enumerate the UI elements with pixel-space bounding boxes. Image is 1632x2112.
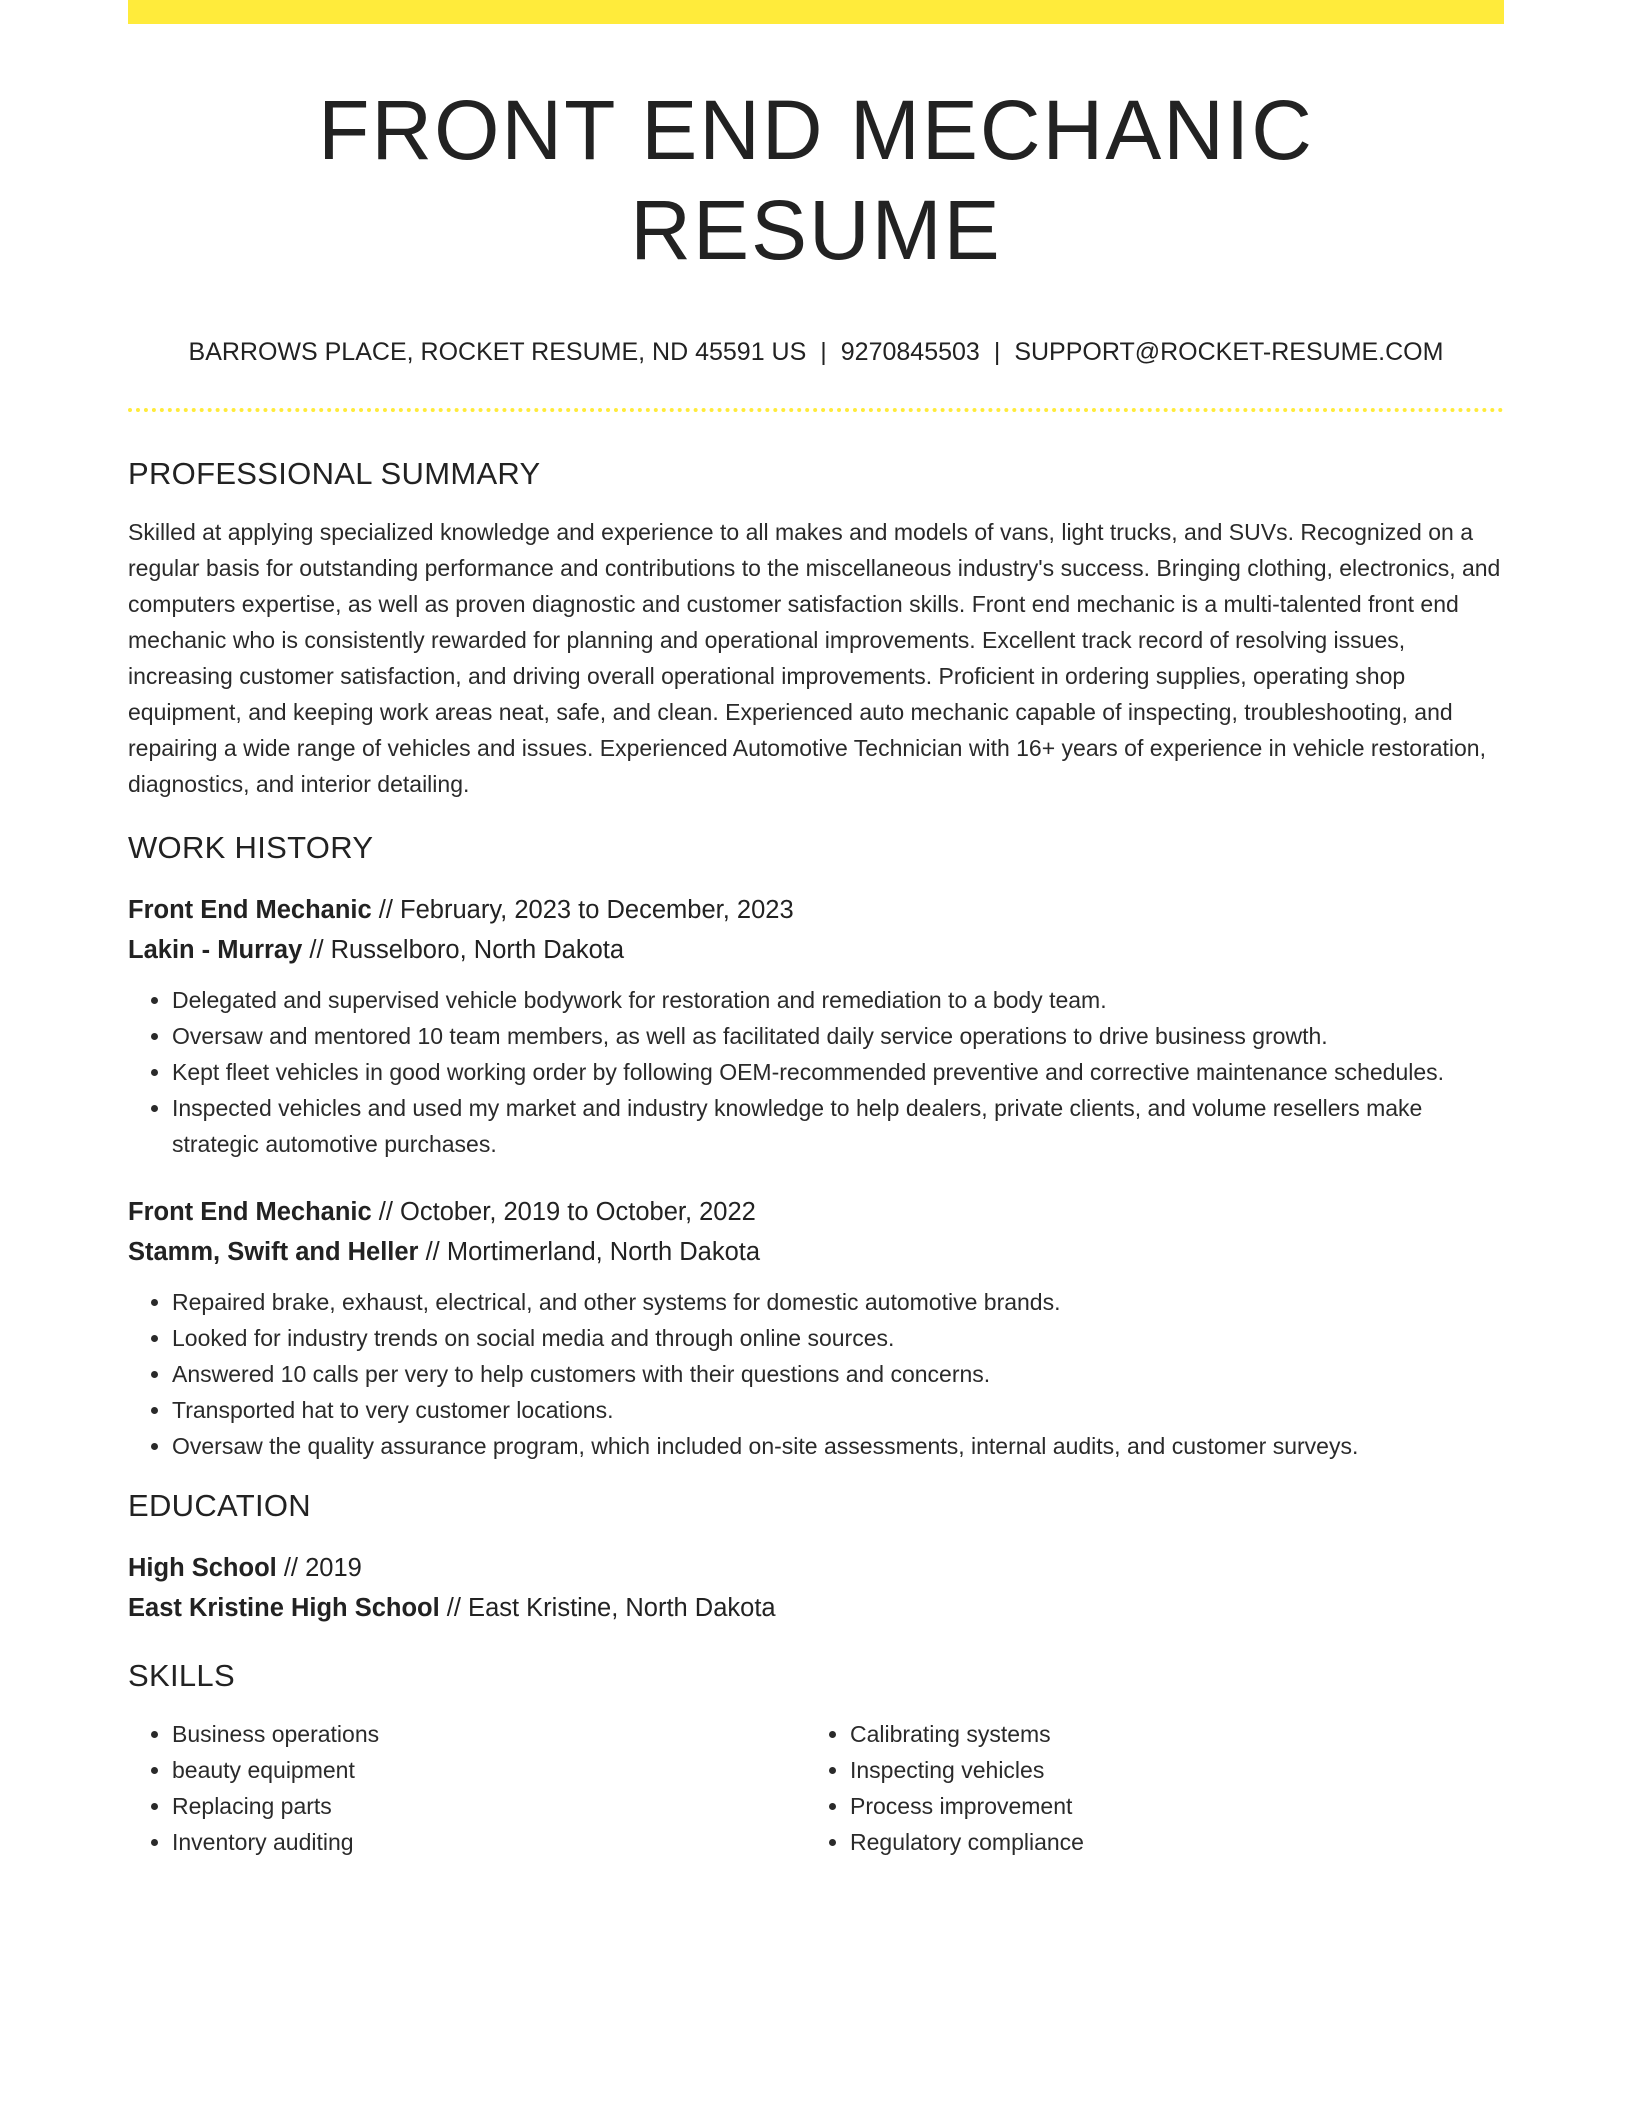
job-location: // Mortimerland, North Dakota (418, 1238, 761, 1266)
skills-column-left (128, 1716, 806, 1860)
job-dates: // October, 2019 to October, 2022 (371, 1198, 756, 1226)
education-heading: EDUCATION (128, 1488, 311, 1523)
contact-separator: | (993, 338, 1001, 366)
education-school-line (128, 1588, 1504, 1628)
list-item: • Replacing parts (172, 1788, 806, 1824)
contact-phone: 9270845503 (840, 338, 980, 366)
education-year: // 2019 (276, 1554, 362, 1582)
list-item: • Repaired brake, exhaust, electrical, and other systems for domestic automotive brands. (172, 1284, 1504, 1320)
list-item: • beauty equipment (172, 1752, 806, 1788)
skills-list (128, 1716, 1504, 1860)
job-location: // Russelboro, North Dakota (302, 936, 625, 964)
job-bullets (128, 982, 1504, 1162)
job-company-line (128, 1232, 1504, 1272)
dotted-divider (128, 408, 1504, 412)
work-history-heading: WORK HISTORY (128, 830, 374, 865)
resume-title: FRONT END MECHANIC RESUME (318, 83, 1314, 277)
list-item: • Delegated and supervised vehicle bodywork for restoration and remediation to a body team. (172, 982, 1504, 1018)
list-item: • Process improvement (850, 1788, 1484, 1824)
list-item: • Looked for industry trends on social media and through online sources. (172, 1320, 1504, 1356)
job-title-line (128, 1192, 1504, 1232)
education-location: // East Kristine, North Dakota (439, 1594, 776, 1622)
skills-heading: SKILLS (128, 1658, 235, 1693)
education-degree: High School (128, 1554, 277, 1582)
job-company: Stamm, Swift and Heller (128, 1238, 419, 1266)
contact-email: SUPPORT@ROCKET-RESUME.COM (1014, 338, 1444, 366)
job-title: Front End Mechanic (128, 1198, 372, 1226)
list-item: • Inspected vehicles and used my market and industry knowledge to help dealers, private clients, and volume resellers make strategic automotive purchases. (172, 1090, 1504, 1162)
list-item: • Kept fleet vehicles in good working order by following OEM-recommended preventive and corrective maintenance schedules. (172, 1054, 1504, 1090)
list-item: • Calibrating systems (850, 1716, 1484, 1752)
job-company: Lakin - Murray (128, 936, 303, 964)
job-entry (128, 890, 1504, 1162)
list-item: • Oversaw and mentored 10 team members, as well as facilitated daily service operations to drive business growth. (172, 1018, 1504, 1054)
contact-separator: | (820, 338, 827, 366)
skills-column-right (806, 1716, 1484, 1860)
list-item: • Business operations (172, 1716, 806, 1752)
summary-heading: PROFESSIONAL SUMMARY (128, 456, 541, 491)
list-item: • Regulatory compliance (850, 1824, 1484, 1860)
job-company-line (128, 930, 1504, 970)
job-dates: // February, 2023 to December, 2023 (371, 896, 794, 924)
list-item: • Inventory auditing (172, 1824, 806, 1860)
list-item: • Inspecting vehicles (850, 1752, 1484, 1788)
job-title: Front End Mechanic (128, 896, 372, 924)
job-entry (128, 1192, 1504, 1464)
list-item: • Oversaw the quality assurance program, which included on-site assessments, internal audits, and customer surveys. (172, 1428, 1504, 1464)
education-school: East Kristine High School (128, 1594, 440, 1622)
summary-text: Skilled at applying specialized knowledge and experience to all makes and models of vans, light trucks, and SUVs. Recognized on a regular basis for outstanding performance and contributions to the miscellaneous industry's success. Bringing clothing, electronics, and computers expertise, as well as proven diagnostic and customer satisfaction skills. Front end mechanic is a multi-talented front end mechanic who is consistently rewarded for planning and operational improvements. Excellent track record of resolving issues, increasing customer satisfaction, and driving overall operational improvements. Proficient in ordering supplies, operating shop equipment, and keeping work areas neat, safe, and clean. Experienced auto mechanic capable of inspecting, troubleshooting, and repairing a wide range of vehicles and issues. Experienced Automotive Technician with 16+ years of experience in vehicle restoration, diagnostics, and interior detailing. (128, 519, 1501, 797)
job-title-line (128, 890, 1504, 930)
education-entry (128, 1548, 1504, 1628)
summary-section (128, 514, 1504, 802)
contact-line (128, 336, 1504, 368)
contact-address: BARROWS PLACE, ROCKET RESUME, ND 45591 US (188, 338, 807, 366)
education-degree-line (128, 1548, 1504, 1588)
list-item: • Answered 10 calls per very to help customers with their questions and concerns. (172, 1356, 1504, 1392)
top-accent-bar (128, 0, 1504, 24)
job-bullets (128, 1284, 1504, 1464)
resume-content (128, 0, 1504, 1860)
list-item: • Transported hat to very customer locations. (172, 1392, 1504, 1428)
